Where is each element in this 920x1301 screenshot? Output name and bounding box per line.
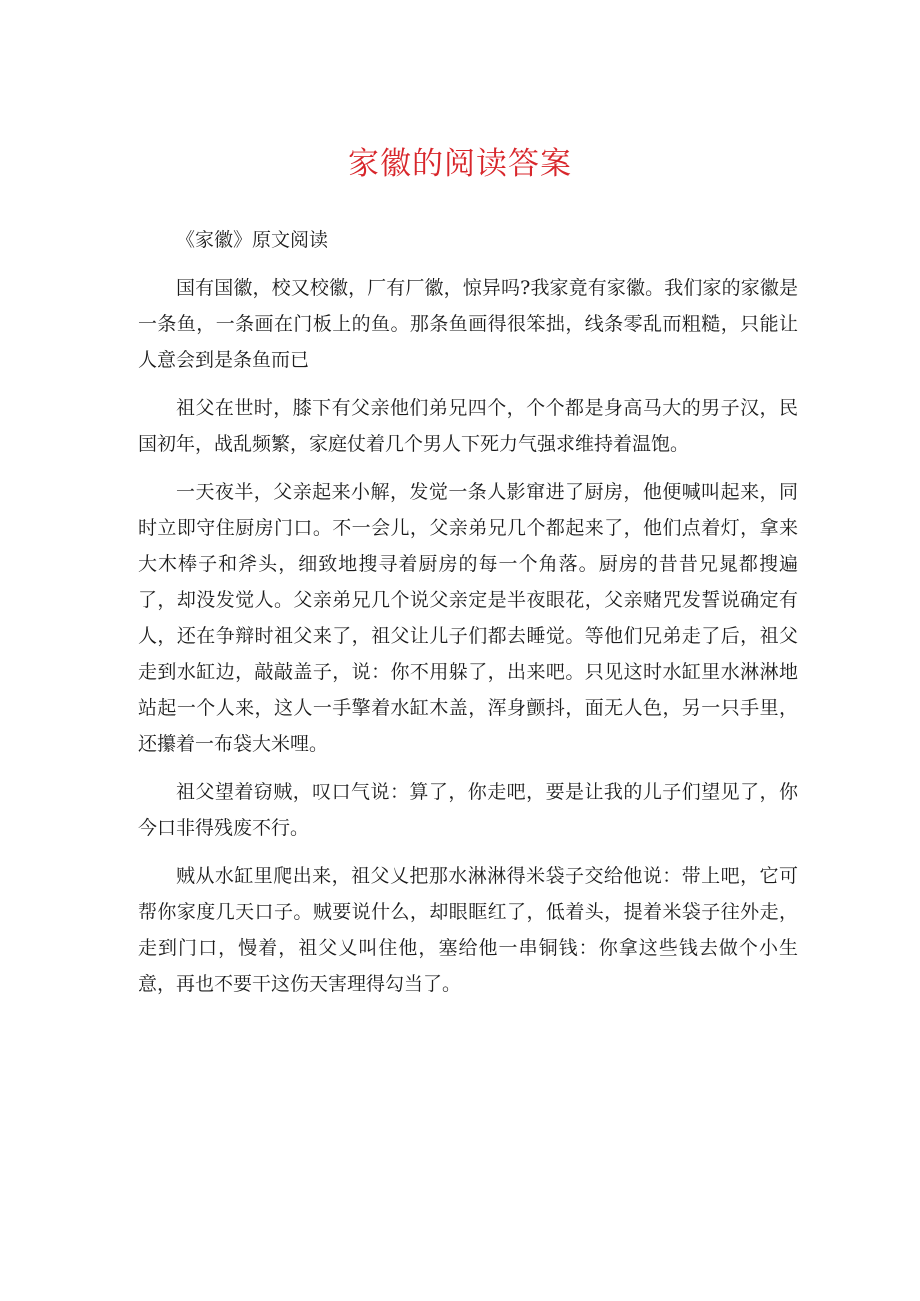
paragraph-3: 一天夜半，父亲起来小解，发觉一条人影窜进了厨房，他便喊叫起来，同时立即守住厨房门口。不一会儿，父亲弟兄几个都起来了，他们点着灯，拿来大木棒子和斧头，细致地搜寻着厨房的每一个角落。厨房的昔昔兄晁都搜遍了，却没发觉人。父亲弟兄几个说父亲定是半夜眼花，父亲赌咒发誓说确定有人，还在争辩时祖父来了，祖父让儿子们都去睡觉。等他们兄弟走了后，祖父走到水缸边，敲敲盖子，说：你不用躲了，出来吧。只见这时水缸里水淋淋地站起一个人来，这人一手擎着水缸木盖，浑身颤抖，面无人色，另一只手里，还攥着一布袋大米哩。 xyxy=(138,481,798,755)
paragraph-1: 国有国徽，校又校徽，厂有厂徽，惊异吗?我家竟有家徽。我们家的家徽是一条鱼，一条画在门板上的鱼。那条鱼画得很笨拙，线条零乱而粗糙，只能让人意会到是条鱼而已 xyxy=(138,277,798,371)
paragraph-5: 贼从水缸里爬出来，祖父乂把那水淋淋得米袋子交给他说：带上吧，它可帮你家度几天口子。贼要说什么，却眼眶红了，低着头，提着米袋子往外走，走到门口，慢着，祖父乂叫住他，塞给他一串铜钱：你拿这些钱去做个小生意，再也不要干这伤天害理得勾当了。 xyxy=(138,865,798,995)
document-body xyxy=(138,222,798,1014)
section-subheading: 《家徽》原文阅读 xyxy=(176,229,329,251)
document-title: 家徽的阅读答案 xyxy=(348,146,572,182)
paragraph-4: 祖父望着窃贼，叹口气说：算了，你走吧，要是让我的儿子们望见了，你今口非得残废不行。 xyxy=(138,781,798,839)
paragraph-2: 祖父在世时，膝下有父亲他们弟兄四个，个个都是身高马大的男子汉，民国初年，战乱频繁，家庭仗着几个男人下死力气强求维持着温饱。 xyxy=(138,397,798,455)
